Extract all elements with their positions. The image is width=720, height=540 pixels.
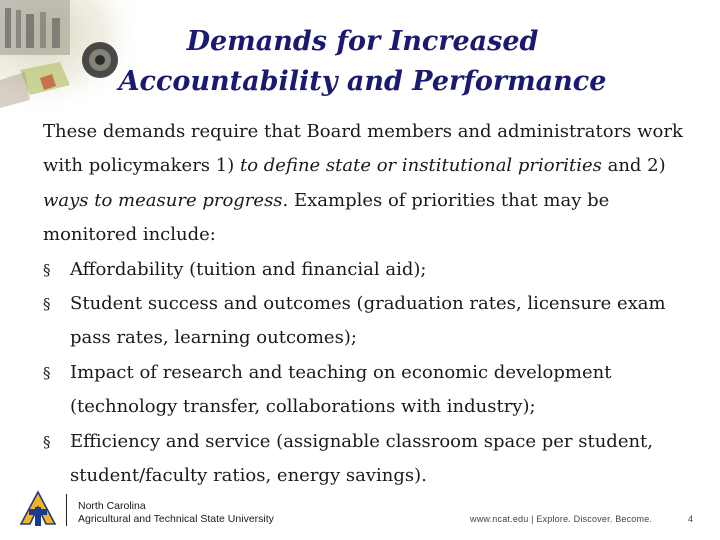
list-item [43, 253, 683, 287]
list-item-text: Student success and outcomes (graduation rates, licensure exam pass rates, learning outcomes); [70, 293, 666, 349]
bullet-icon: § [43, 295, 51, 314]
page-number: 4 [688, 514, 694, 524]
priorities-list [43, 253, 683, 494]
aggie-logo-icon [18, 490, 58, 528]
intro-text-1: These demands require that Board members and administrators work with policymakers 1) [43, 121, 683, 177]
intro-emphasis-1: to define state or institutional priorities [239, 155, 602, 177]
bullet-icon: § [43, 432, 51, 451]
intro-paragraph [43, 115, 683, 253]
list-item [43, 356, 683, 425]
footer-site-text: www.ncat.edu | Explore. Discover. Become. [470, 514, 653, 524]
university-line-2: Agricultural and Technical State University [78, 513, 274, 525]
title-line-2: Accountability and Performance [118, 66, 607, 97]
intro-emphasis-2: ways to measure progress [43, 189, 283, 211]
slide-body [43, 115, 683, 493]
slide-footer [0, 490, 720, 540]
list-item-text: Impact of research and teaching on economic development (technology transfer, collaborations with industry); [70, 361, 612, 418]
slide-title [95, 22, 630, 102]
list-item [43, 425, 683, 494]
list-item-text: Affordability (tuition and financial aid); [70, 258, 427, 280]
title-line-1: Demands for Increased [186, 26, 539, 57]
footer-divider [66, 494, 67, 526]
intro-text-2: and 2) [601, 155, 666, 177]
university-line-1: North Carolina [78, 500, 146, 512]
list-item [43, 287, 683, 356]
intro-text-3: . Examples of priorities that may be monitored include: [43, 189, 610, 246]
bullet-icon: § [43, 260, 51, 279]
university-name [78, 500, 274, 526]
bullet-icon: § [43, 363, 51, 382]
list-item-text: Efficiency and service (assignable classroom space per student, student/faculty ratios, energy savings). [70, 430, 654, 487]
